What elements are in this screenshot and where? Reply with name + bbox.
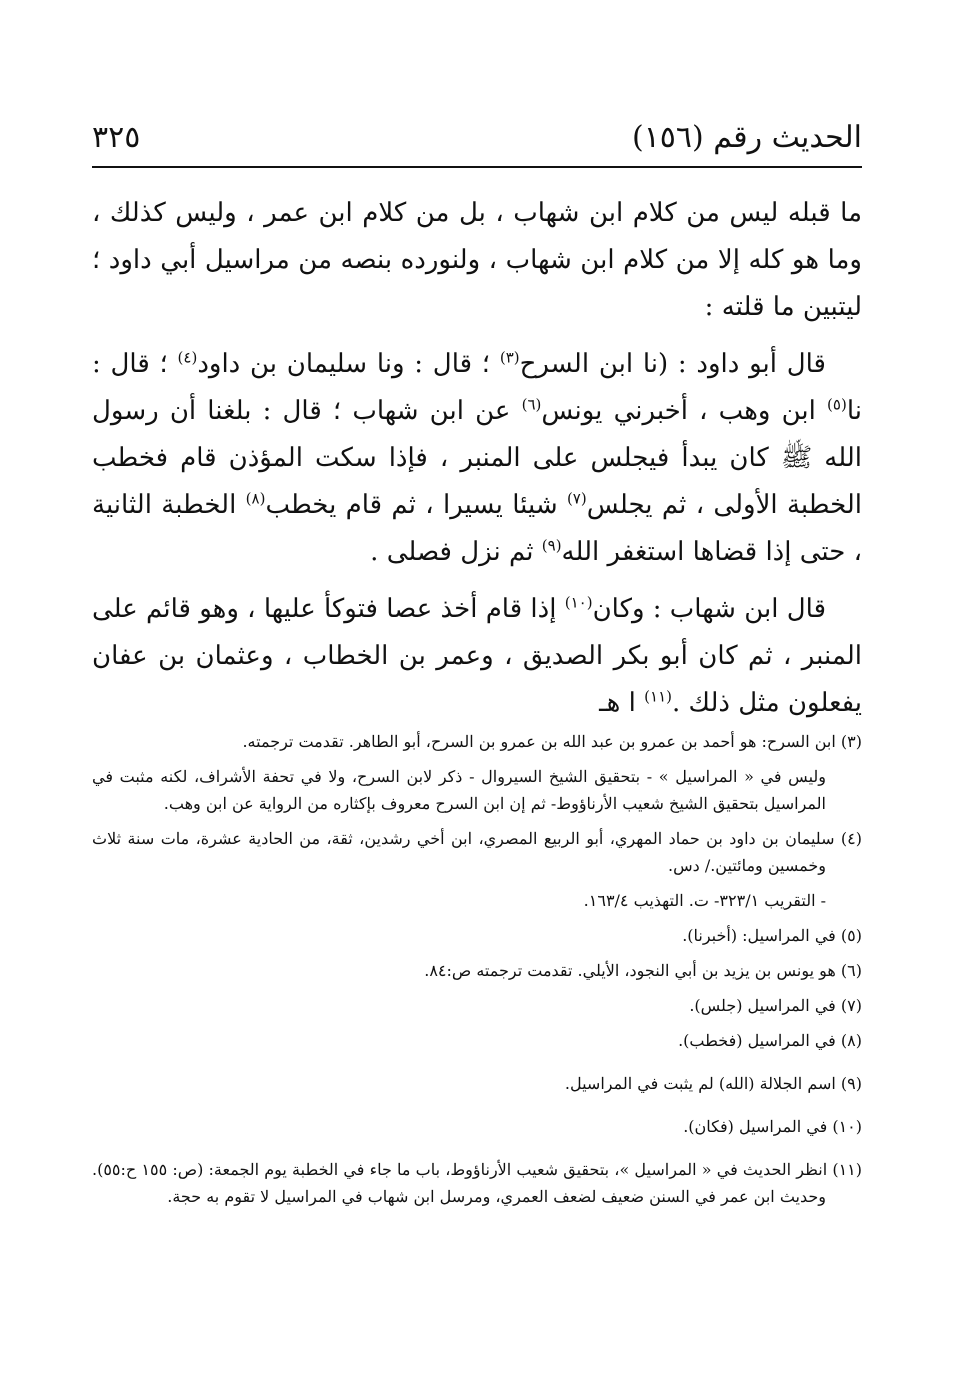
footnote-9: (٩) اسم الجلالة (الله) لم يثبت في المراسيل. bbox=[564, 1074, 862, 1093]
header-rule bbox=[92, 166, 862, 168]
footnote-ref-10: (١٠) bbox=[564, 593, 593, 612]
footnote-ref-3: (٣) bbox=[499, 348, 520, 367]
footnote-3: (٣) ابن السرح: هو أحمد بن عمرو بن عبد الله بن عمرو بن السرح، أبو الطاهر. تقدمت ترجمته. bbox=[242, 732, 862, 751]
text-segment: ثم نزل فصلى . bbox=[370, 537, 542, 567]
footnote-6: (٦) هو يونس بن يزيد بن أبي النجود، الأيلي. تقدمت ترجمته ص:٨٤. bbox=[424, 961, 862, 980]
footnote-ref-7: (٧) bbox=[566, 489, 587, 508]
paragraph-intro: ما قبله ليس من كلام ابن شهاب ، بل من كلام ابن عمر ، وليس كذلك ، وما هو كله إلا من كلام ابن شهاب ، ولنورده بنصه من مراسيل أبي داود ؛ ليتبين ما قلته : bbox=[92, 198, 862, 322]
text-segment: ؛ قال : نا bbox=[92, 349, 862, 426]
footnote-7: (٧) في المراسيل (جلس). bbox=[689, 996, 862, 1015]
page-number: ٣٢٥ bbox=[92, 120, 141, 155]
footnote-11: (١١) انظر الحديث في « المراسيل »، بتحقيق شعيب الأرناؤوط، باب ما جاء في الخطبة يوم الجمعة: (ص: ١٥٥ ح:٥٥). وحديث ابن عمر في السنن ضعيف لضعف العمري، ومرسل ابن شهاب في المراسيل لا تقوم به حجة. bbox=[92, 1160, 862, 1206]
footnote-4-source: - التقريب ٣٢٣/١- ت. التهذيب ١٦٣/٤. bbox=[583, 891, 826, 910]
footnote-ref-9: (٩) bbox=[541, 536, 562, 555]
footnote-ref-6: (٦) bbox=[521, 395, 542, 414]
text-segment: قال ابن شهاب : وكان bbox=[592, 594, 826, 624]
footnotes bbox=[92, 728, 862, 1218]
paragraph-hadith bbox=[92, 341, 862, 576]
text-segment: قال أبو داود : (نا ابن السرح bbox=[519, 349, 826, 379]
text-segment: عن ابن شهاب ؛ قال : بلغنا أن رسول الله ﷺ كان يبدأ فيجلس على المنبر ، فإذا سكت المؤذن قام فخطب الخطبة الأولى ، ثم يجلس bbox=[92, 396, 862, 520]
text-segment: شيئا يسيرا ، ثم قام يخطب bbox=[265, 490, 567, 520]
footnote-8: (٨) في المراسيل (فخطب). bbox=[678, 1031, 862, 1050]
text-segment: ابن وهب ، أخبرني يونس bbox=[541, 396, 828, 426]
footnote-5: (٥) في المراسيل: (أخبرنا). bbox=[682, 926, 862, 945]
footnote-ref-11: (١١) bbox=[644, 687, 672, 706]
main-text bbox=[92, 190, 862, 737]
text-segment: ؛ قال : ونا سليمان بن داود bbox=[197, 349, 500, 379]
footnote-ref-4: (٤) bbox=[177, 348, 198, 367]
footnote-10: (١٠) في المراسيل (فكان). bbox=[683, 1117, 862, 1136]
footnote-ref-8: (٨) bbox=[245, 489, 266, 508]
footnote-3-continuation: وليس في « المراسيل » - بتحقيق الشيخ السيروال - ذكر لابن السرح، ولا في تحفة الأشراف، لكنه مثبت في المراسيل بتحقيق الشيخ شعيب الأرناؤوط- ثم إن ابن السرح معروف بإكثاره من الرواية عن ابن وهب. bbox=[92, 767, 826, 813]
page-header bbox=[92, 118, 862, 168]
running-title: الحديث رقم (١٥٦) bbox=[631, 120, 862, 155]
text-segment: إذا قام أخذ عصا فتوكأ عليها ، وهو قائم على المنبر ، ثم كان أبو بكر الصديق ، وعمر بن الخطاب ، وعثمان بن عفان يفعلون مثل ذلك . bbox=[92, 594, 862, 718]
footnote-4: (٤) سليمان بن داود بن حماد المهري، أبو الربيع المصري، ابن أخي رشدين، ثقة، من الحادية عشرة، مات سنة ثلاث وخمسين ومائتين./ دس. bbox=[92, 829, 862, 875]
text-segment: ا هـ bbox=[599, 688, 645, 718]
text-segment: الخطبة الثانية ، حتى إذا قضاها استغفر الله bbox=[92, 490, 862, 567]
paragraph-ibn-shihab bbox=[92, 586, 862, 727]
footnote-ref-5: (٥) bbox=[827, 395, 847, 414]
